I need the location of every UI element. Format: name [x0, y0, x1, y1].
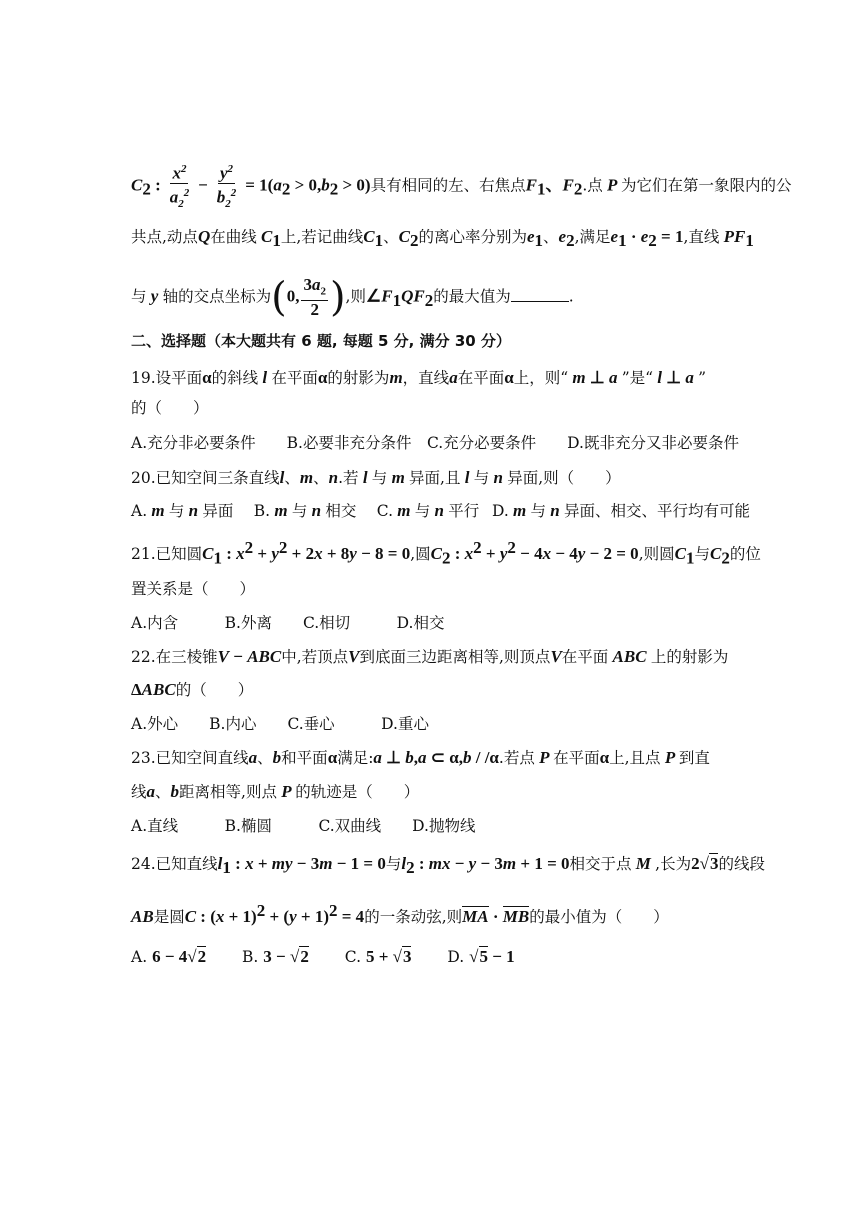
text: 在平面 [553, 749, 600, 767]
text: 相交 [325, 502, 357, 520]
text: 共点,动点 [131, 228, 198, 246]
q24-options: A. 6 − 4√2 B. 3 − √2 C. 5 + √3 D. √5 − 1 [131, 947, 515, 966]
text: 20.已知空间三条直线 [131, 469, 280, 487]
text: 上的射影为 [650, 648, 729, 666]
text: 中,若顶点 [281, 648, 349, 666]
text: 在曲线 [210, 228, 257, 246]
text: 22.在三棱锥 [131, 648, 218, 666]
text: ,长为 [655, 855, 692, 873]
q24-line-1: 24.已知直线$l_1$ : x + my − 3m − 1 = 0与$l_2$ : mx − y − 3m + 1 = 0相交于点 M ,长为2√3的线段 [131, 854, 765, 878]
text: 23.已知空间直线 [131, 749, 249, 767]
q24-line-2: AB是圆C : $(x + 1)^2 + (y + 1)^2 = 4$的一条动弦,则MA · MB的最小值为（ ） [131, 901, 669, 927]
text: 为它们在第一象限内的公 [621, 176, 792, 195]
section-heading: 二、选择题（本大题共有 6 题, 每题 5 分, 满分 30 分） [131, 332, 511, 350]
text: 上，则“ [513, 369, 569, 387]
text: 与 [385, 855, 402, 873]
q22-line-2: ΔABC的（ ） [131, 680, 254, 699]
text: 在平面 [271, 369, 318, 387]
text: 距离相等,则点 [179, 783, 277, 801]
q20-options: A. m 与 n 异面 B. m 与 n 相交 C. m 与 n 平行 D. m 与 n 异面、相交、平行均有可能 [131, 501, 750, 520]
text: 在平面 [561, 648, 609, 666]
text: 具有相同的左、右焦点 [370, 176, 526, 195]
text: 上,且点 [609, 749, 661, 767]
text: 的（ ） [175, 681, 254, 699]
text: 到直 [678, 749, 710, 767]
text: 的最大值为 [433, 287, 511, 306]
text: D. [447, 948, 465, 966]
answer-blank[interactable] [511, 287, 569, 302]
text: 21.已知圆 [131, 545, 203, 564]
q23-line-1: 23.已知空间直线a、b和平面α满足:a ⊥ b,a ⊂ α,b / /α.若点 P 在平面α上,且点 P 到直 [131, 748, 710, 767]
q20-line-1: 20.已知空间三条直线l、m、n.若 l 与 m 异面,且 l 与 n 异面,则（ ） [131, 468, 621, 487]
q23-line-2: 线a、b距离相等,则点 P 的轨迹是（ ） [131, 782, 420, 801]
q21-line-1: 21.已知圆$C_1$ : $x^2 + y^2 + 2x + 8y - 8 = 0$,圆$C_2$ : $x^2 + y^2 - 4x - 4y - 2 = 0$,则圆$C_1$与$C_2$的位 [131, 538, 761, 568]
text: 的位 [729, 545, 761, 564]
fraction-y2-b2: $\frac{y^2}{b_2^2}$ [215, 160, 239, 213]
text: 与 [694, 545, 710, 564]
text: 的线段 [718, 855, 765, 873]
text: 异面,则（ ） [507, 469, 621, 487]
text: 与 [473, 469, 490, 487]
text: 24.已知直线 [131, 855, 218, 873]
text: ” [698, 369, 707, 387]
text: ,则圆 [638, 545, 675, 564]
text: 与 [530, 502, 547, 520]
text: 是圆 [153, 908, 185, 927]
q22-line-1: 22.在三棱锥V − ABC中,若顶点V到底面三边距离相等,则顶点V在平面 ABC 上的射影为 [131, 647, 729, 666]
q21-line-2: 置关系是（ ） [131, 580, 256, 598]
text: A. [131, 948, 148, 966]
q18-line-3: 与 y 轴的交点坐标为(0, $\frac{3a_2}{2}$ ),则$\angle F_1QF_2$的最大值为 . [131, 274, 574, 321]
text: 与 [371, 469, 388, 487]
text: 的最小值为（ ） [529, 908, 669, 927]
q21-options: A.内含 B.外离 C.相切 D.相交 [131, 614, 445, 632]
text: .若点 [498, 749, 535, 767]
q19-options: A.充分非必要条件 B.必要非充分条件 C.充分必要条件 D.既非充分又非必要条件 [131, 434, 739, 452]
text: 异面、相交、平行均有可能 [563, 502, 750, 520]
text: A. [131, 502, 148, 520]
text: 异面 [202, 502, 234, 520]
text: 与 [131, 287, 147, 306]
q18-line-1: $C_2$ : $\frac{x^2}{a_2^2}$ − $\frac{y^2}{b_2^2}$ = $1(a_2 > 0,b_2 > 0)$具有相同的左、右焦点$F_1$、$F_2$.点 P 为它们在第一象限内的公 [131, 160, 760, 213]
text: C. [376, 502, 394, 520]
text: 平行 [448, 502, 480, 520]
text: 的斜线 [211, 369, 259, 387]
text: 上,若记曲线 [280, 228, 364, 246]
text: . [568, 287, 574, 306]
text: 与 [168, 502, 185, 520]
q23-options: A.直线 B.椭圆 C.双曲线 D.抛物线 [131, 817, 476, 835]
text: 的一条动弦,则 [364, 908, 463, 927]
text: 异面,且 [409, 469, 461, 487]
text: ”是“ [621, 369, 654, 387]
text: B. [242, 948, 259, 966]
text: 与 [414, 502, 431, 520]
text: B. [253, 502, 271, 520]
q22-options: A.外心 B.内心 C.垂心 D.重心 [131, 715, 429, 733]
text: 与 [291, 502, 308, 520]
q19-line-2: 的（ ） [131, 399, 209, 417]
text: .若 [338, 469, 359, 487]
text: C. [344, 948, 361, 966]
text: 的轨迹是（ ） [295, 783, 420, 801]
text: 轴的交点坐标为 [162, 287, 272, 306]
q19-line-1: 19.设平面α的斜线 l 在平面α的射影为m，直线a在平面α上，则“ m ⊥ a ”是“ l ⊥ a ” [131, 368, 707, 387]
text: ,满足 [574, 228, 611, 246]
fraction-3a2-over-2: $\frac{3a_2}{2}$ [303, 275, 326, 320]
text: 19.设平面 [131, 369, 203, 387]
text: ,则 [345, 287, 366, 306]
q18-line-2: 共点,动点Q在曲线 $C_1$上,若记曲线$C_1$、$C_2$的离心率分别为$e_1$、$e_2$,满足$e_1 \cdot e_2 = 1$,直线 $PF_1$ [131, 227, 754, 251]
text: 在平面 [457, 369, 505, 387]
text: .点 [582, 176, 603, 195]
text: ，直线 [402, 369, 450, 387]
text: 和平面 [281, 749, 328, 767]
text: 的离心率分别为 [418, 228, 527, 246]
text: D. [491, 502, 509, 520]
fraction-x2-a2: $\frac{x^2}{a_2^2}$ [168, 160, 192, 213]
text: 的射影为 [327, 369, 390, 387]
text: 线 [131, 783, 147, 801]
text: 到底面三边距离相等,则顶点 [359, 648, 551, 666]
text: 满足: [337, 749, 374, 767]
text: 相交于点 [569, 855, 632, 873]
text: ,圆 [410, 545, 431, 564]
text: ,直线 [683, 228, 720, 246]
